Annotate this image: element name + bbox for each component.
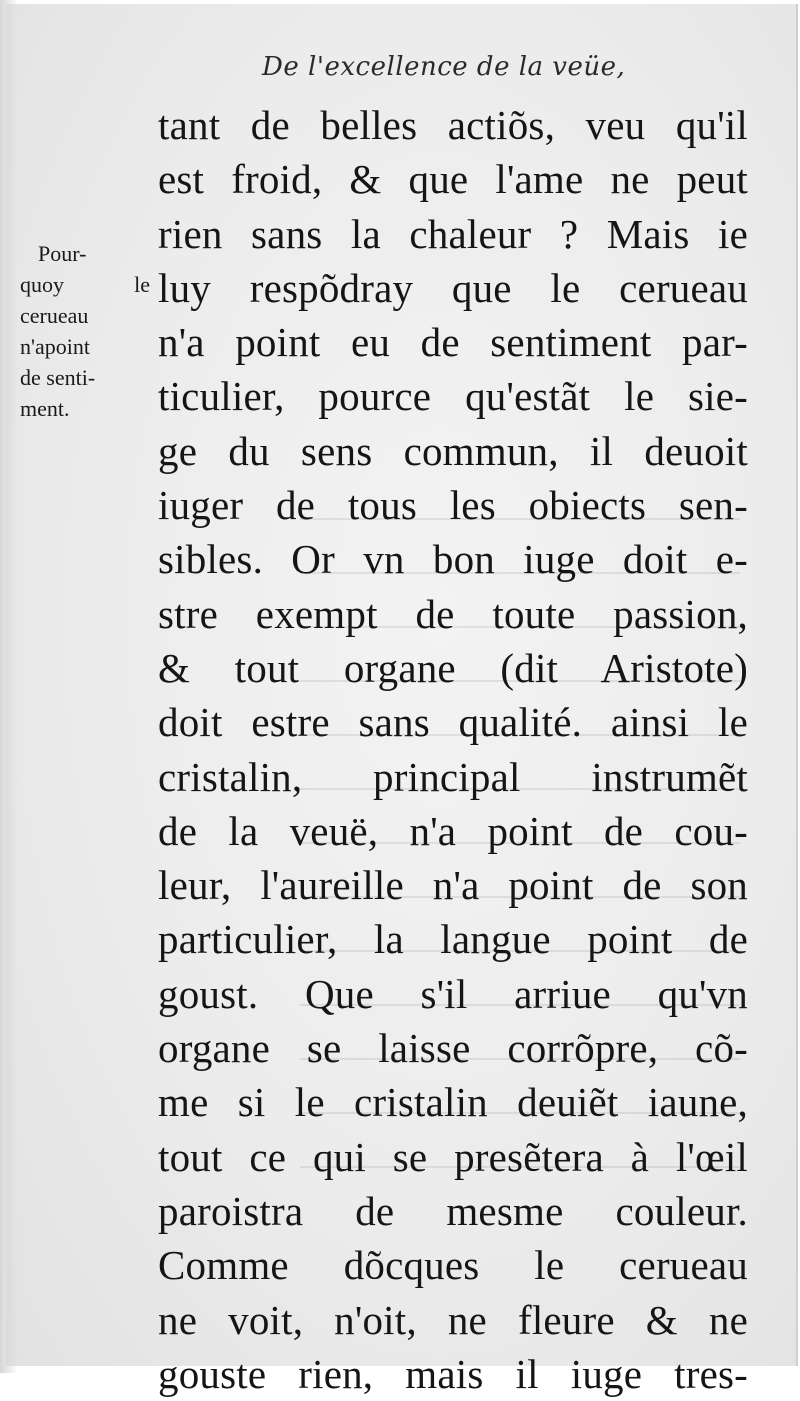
- text-line: luy respõdray que le cerueau: [158, 264, 748, 311]
- text-line: & tout organe (dit Aristote): [158, 644, 748, 691]
- text-line: ticulier, pource qu'estãt le sie-: [158, 373, 748, 420]
- page-gutter-shadow: [0, 0, 18, 1373]
- text-line: cristalin, principal instrumẽt: [158, 753, 748, 800]
- text-line: de la veuë, n'a point de cou-: [158, 807, 748, 854]
- text-line: tant de belles actiõs, veu qu'il: [158, 102, 748, 148]
- margin-note-line: n'apoint: [20, 334, 90, 359]
- text-line: organe se laisse corrõpre, cõ-: [158, 1025, 748, 1072]
- text-line: Comme dõcques le cerueau: [158, 1242, 748, 1289]
- margin-note-line: quoy le: [20, 272, 150, 297]
- margin-note-line: cerueau: [20, 303, 89, 328]
- text-line: leur, l'aureille n'a point de son: [158, 862, 748, 909]
- text-line: tout ce qui se presẽtera à l'œil: [158, 1133, 748, 1180]
- text-line: stre exempt de toute passion,: [158, 590, 748, 637]
- text-line: me si le cristalin deuiẽt iaune,: [158, 1079, 748, 1126]
- margin-note-line: Pour-: [38, 241, 87, 266]
- body-text: [158, 98, 748, 1401]
- text-line: particulier, la langue point de: [158, 916, 748, 963]
- text-line: sibles. Or vn bon iuge doit e-: [158, 536, 748, 583]
- text-line: rien sans la chaleur ? Mais ie: [158, 210, 748, 257]
- margin-note-line: ment.: [20, 396, 70, 421]
- text-line: paroistra de mesme couleur.: [158, 1187, 748, 1234]
- text-line: est froid, & que l'ame ne peut: [158, 156, 748, 203]
- text-line: n'a point eu de sentiment par-: [158, 319, 748, 366]
- text-line: goust. Que s'il arriue qu'vn: [158, 970, 748, 1017]
- margin-note-line: de senti-: [20, 365, 96, 390]
- text-line: iuger de tous les obiects sen-: [158, 482, 748, 529]
- text-line: ge du sens commun, il deuoit: [158, 427, 748, 474]
- margin-note: [20, 238, 150, 424]
- text-line: gouste rien, mais il iuge tres-: [158, 1350, 748, 1397]
- running-head: De l'excellence de la veüe,: [262, 52, 626, 82]
- text-line: ne voit, n'oit, ne fleure & ne: [158, 1296, 748, 1343]
- text-line: doit estre sans qualité. ainsi le: [158, 699, 748, 746]
